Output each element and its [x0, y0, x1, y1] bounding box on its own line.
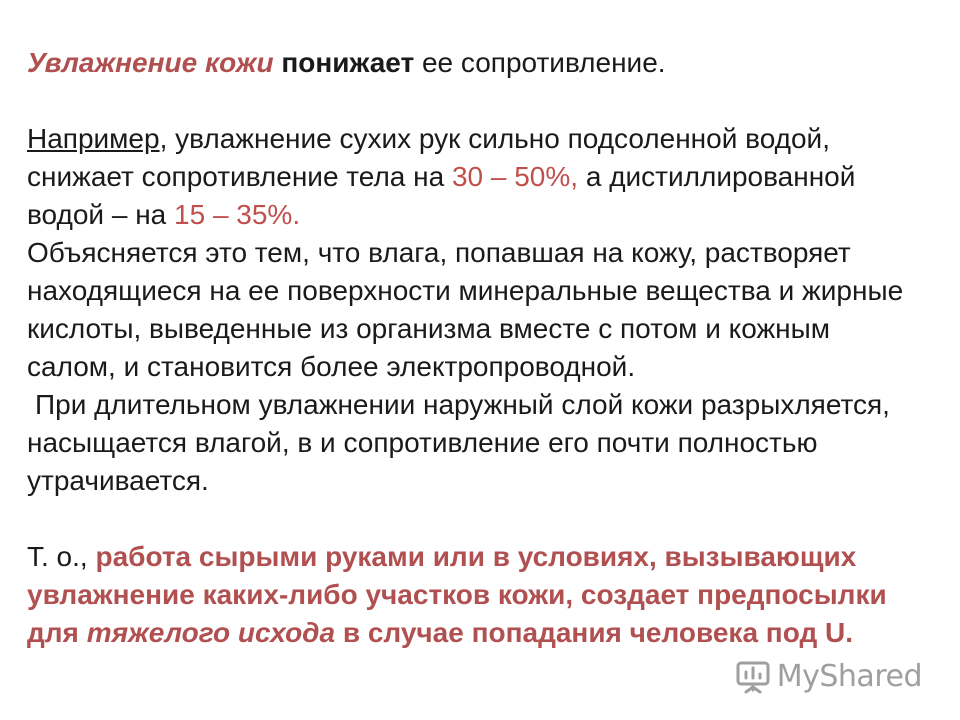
- percent-distilled: 15 – 35%.: [174, 199, 301, 230]
- example-line-2-start: снижает сопротивление тела на: [27, 161, 452, 192]
- presentation-board-icon: [735, 660, 771, 694]
- example-line-1-rest: , увлажнение сухих рук сильно подсоленной водой,: [159, 123, 830, 154]
- prolonged-line: утрачивается.: [27, 465, 209, 496]
- example-line-2-end: а дистиллированной: [578, 161, 856, 192]
- spacer: [27, 82, 937, 120]
- intro-italic-phrase: Увлажнение кожи: [27, 47, 274, 78]
- paragraph-intro: [27, 44, 937, 82]
- conclusion-line-1: [27, 538, 937, 576]
- percent-salted: 30 – 50%,: [451, 161, 579, 192]
- watermark: [735, 659, 922, 694]
- conclusion-italic-phrase: тяжелого исхода: [86, 617, 336, 648]
- slide-content: [27, 44, 937, 652]
- conclusion-line-2: увлажнение каких-либо участков кожи, создает предпосылки: [27, 579, 887, 610]
- explanation-line: салом, и становится более электропроводной.: [27, 351, 636, 382]
- prolonged-line: насыщается влагой, в и сопротивление его почти полностью: [27, 427, 818, 458]
- paragraph-example-line-2: [27, 158, 937, 196]
- intro-bold-word: понижает: [281, 47, 415, 78]
- explanation-line: Объясняется это тем, что влага, попавшая на кожу, растворяет: [27, 237, 851, 268]
- conclusion-line-1-text: работа сырыми руками или в условиях, вызывающих: [95, 541, 857, 572]
- intro-rest: ее сопротивление.: [414, 47, 666, 78]
- example-word: Например: [27, 123, 160, 154]
- conclusion-line-3-end: в случае попадания человека под U.: [335, 617, 853, 648]
- paragraph-example-line-1: [27, 120, 937, 158]
- conclusion-line-3-start: для: [27, 617, 87, 648]
- example-line-3-start: водой – на: [27, 199, 175, 230]
- explanation-line: находящиеся на ее поверхности минеральные вещества и жирные: [27, 275, 904, 306]
- explanation-line: кислоты, выведенные из организма вместе с потом и кожным: [27, 313, 831, 344]
- paragraph-example-line-3: [27, 196, 937, 234]
- prolonged-line: При длительном увлажнении наружный слой кожи разрыхляется,: [35, 389, 890, 420]
- spacer: [27, 500, 937, 538]
- conclusion-line-3: [27, 614, 937, 652]
- watermark-text: MyShared: [776, 659, 922, 694]
- conclusion-prefix: Т. о.,: [27, 541, 96, 572]
